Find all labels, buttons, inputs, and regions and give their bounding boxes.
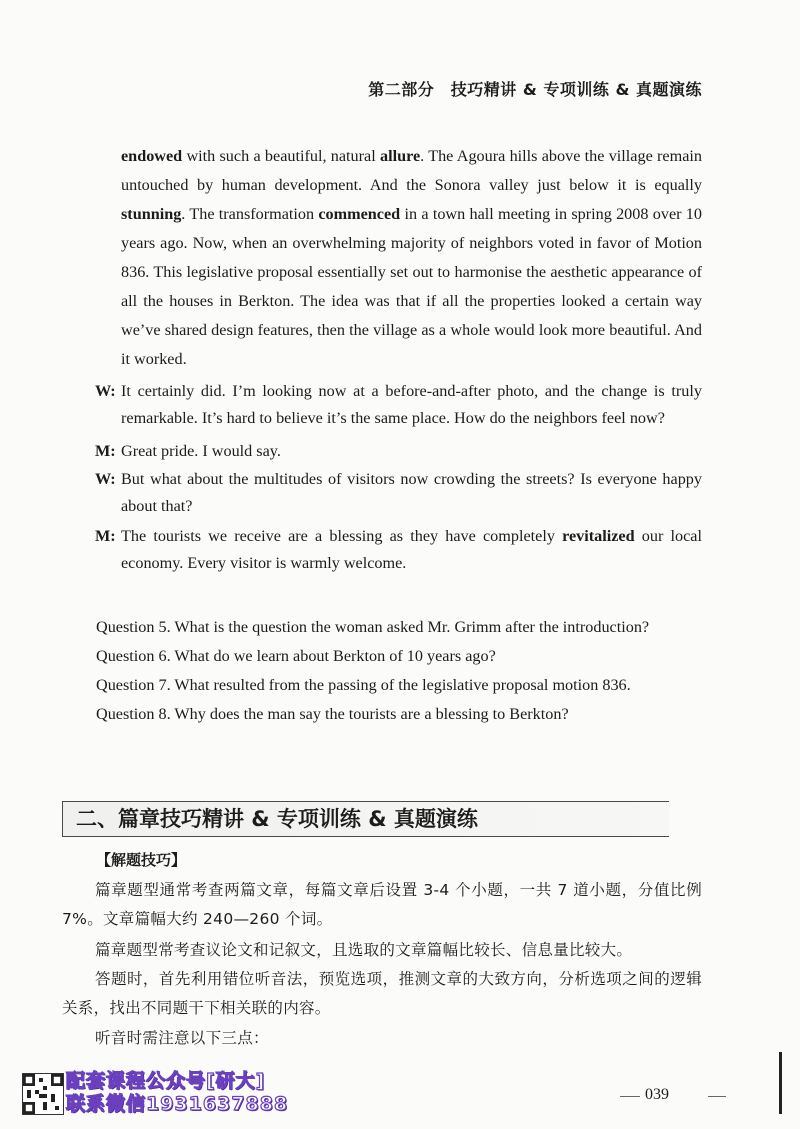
question-5: Question 5. What is the question the woman asked Mr. Grimm after the introduction?: [96, 618, 650, 636]
question-8: Question 8. Why does the man say the tourists are a blessing to Berkton?: [96, 705, 569, 723]
speaker-label: M:: [95, 442, 116, 460]
utterance: [121, 523, 702, 577]
body-paragraph: [121, 142, 702, 374]
binding-edge: [779, 1052, 782, 1114]
bold-term: allure: [380, 147, 421, 165]
utterance: [121, 378, 702, 432]
promo-line-1: 配套课程公众号[研大]: [66, 1070, 266, 1092]
text-run: in a town hall meeting in spring 2008 over 10 years ago. Now, when an overwhelming majority of neighbors voted in favor of Motion 836. This legislative proposal essentially set out to harmonise the aesthetic appearance of all the houses in Berkton. The idea was that if all the properties looked a certain way we’ve shared design features, then the village as a whole would look more beautiful. And it worked.: [121, 205, 702, 368]
tips-paragraph-1: 篇章题型通常考查两篇文章，每篇文章后设置 3-4 个小题，一共 7 道小题，分值比例 7%。文章篇幅大约 240—260 个词。: [62, 881, 702, 928]
tips-paragraph-3: 答题时，首先利用错位听音法，预览选项，推测文章的大致方向，分析选项之间的逻辑关系，找出不同题干下相关联的内容。: [62, 970, 702, 1017]
dialogue-line: [95, 466, 702, 520]
question-list: [96, 613, 716, 729]
qr-code-icon: [22, 1073, 64, 1115]
speaker-label: W:: [95, 470, 116, 488]
question-7: Question 7. What resulted from the passing of the legislative proposal motion 836.: [96, 676, 631, 694]
speaker-label: M:: [95, 527, 116, 545]
dialogue-line: [95, 438, 702, 465]
speaker-label: W:: [95, 382, 116, 400]
promo-line-2: 联系微信1931637888: [66, 1093, 289, 1115]
tips-label: 【解题技巧】: [96, 851, 187, 869]
page-number: 039: [645, 1086, 669, 1103]
bold-term: stunning: [121, 205, 182, 223]
text-run: But what about the multitudes of visitors now crowding the streets? Is everyone happy about that?: [121, 470, 702, 515]
dialogue-line: [95, 523, 702, 577]
dialogue-line: [95, 378, 702, 432]
tips-paragraph-4: 听音时需注意以下三点：: [95, 1029, 269, 1047]
text-run: . The Agoura hills above the village remain untouched by human development. And the Sonora valley just below it is equally: [121, 147, 702, 194]
text-run: Great pride. I would say.: [121, 442, 281, 460]
utterance: [121, 466, 702, 520]
bold-term: revitalized: [562, 527, 635, 545]
running-head: 第二部分 技巧精讲 & 专项训练 & 真题演练: [368, 80, 702, 99]
section-title: 二、篇章技巧精讲 & 专项训练 & 真题演练: [76, 807, 478, 831]
page-number-dash-left: [620, 1096, 640, 1097]
page-number-dash-right: [708, 1096, 726, 1097]
text-run: It certainly did. I’m looking now at a before-and-after photo, and the change is truly remarkable. It’s hard to believe it’s the same place. How do the neighbors feel now?: [121, 382, 702, 427]
text-run: The tourists we receive are a blessing as they have completely: [121, 527, 563, 545]
text-run: our local economy. Every visitor is warmly welcome.: [121, 527, 702, 572]
bold-term: endowed: [121, 147, 183, 165]
utterance: [121, 438, 702, 465]
text-run: . The transformation: [181, 205, 319, 223]
question-6: Question 6. What do we learn about Berkton of 10 years ago?: [96, 647, 496, 665]
text-run: with such a beautiful, natural: [182, 147, 380, 165]
bold-term: commenced: [318, 205, 401, 223]
tips-paragraph-2: 篇章题型常考查议论文和记叙文，且选取的文章篇幅比较长、信息量比较大。: [95, 941, 633, 959]
